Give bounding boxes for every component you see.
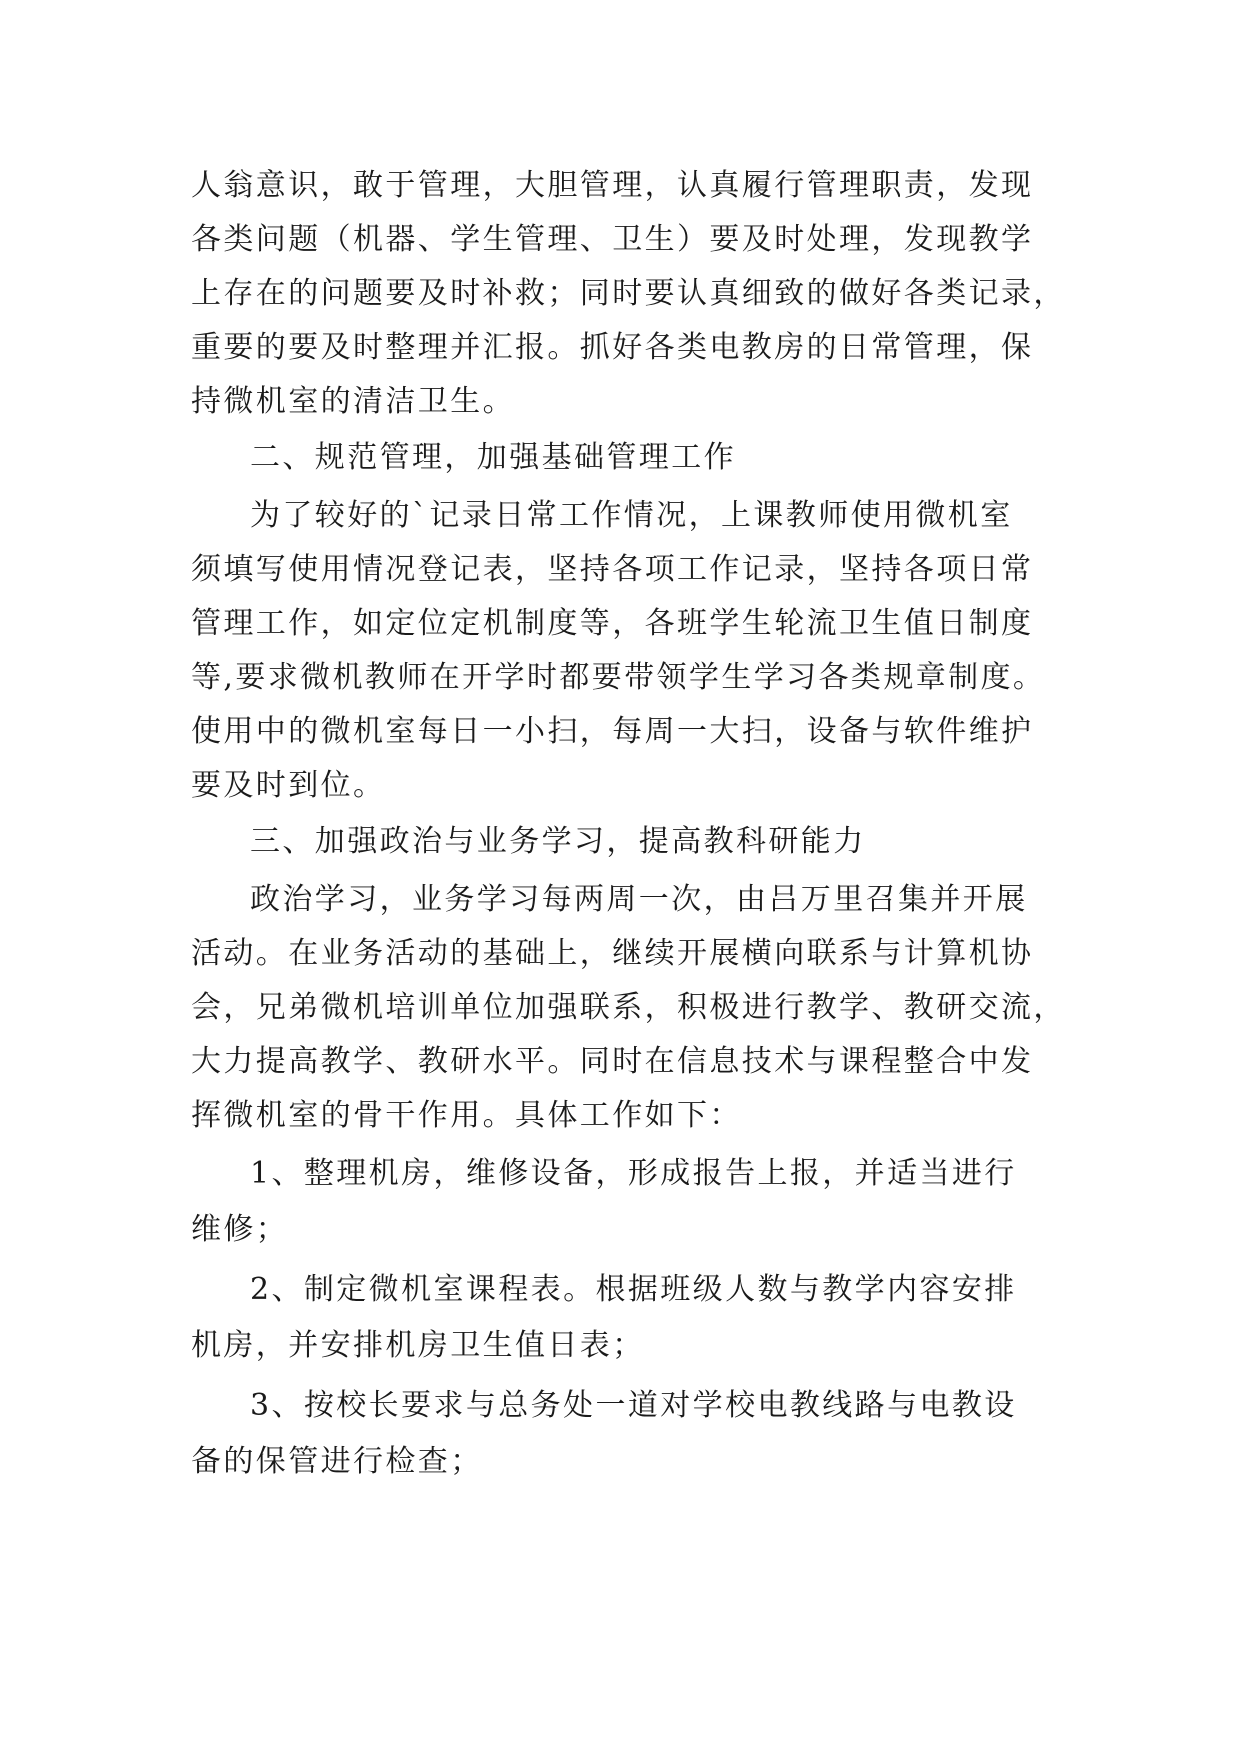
text-line: 活动。在业务活动的基础上，继续开展横向联系与计算机协 — [191, 936, 1034, 971]
text-line: 为了较好的`记录日常工作情况，上课教师使用微机室 — [250, 498, 1013, 533]
text-line: 会，兄弟微机培训单位加强联系，积极进行教学、教研交流， — [191, 990, 1066, 1025]
text-line: 持微机室的清洁卫生。 — [191, 384, 515, 419]
section-heading: 三、加强政治与业务学习，提高教科研能力 — [250, 824, 866, 859]
text-line: 大力提高教学、教研水平。同时在信息技术与课程整合中发 — [191, 1044, 1034, 1079]
text-line: 人翁意识，敢于管理，大胆管理，认真履行管理职责，发现 — [191, 168, 1034, 203]
text-line: 政治学习，业务学习每两周一次，由吕万里召集并开展 — [250, 882, 1028, 917]
text-line: 等,要求微机教师在开学时都要带领学生学习各类规章制度。 — [191, 660, 1046, 695]
text-line: 使用中的微机室每日一小扫，每周一大扫，设备与软件维护 — [191, 714, 1034, 749]
section-heading: 二、规范管理，加强基础管理工作 — [250, 440, 736, 475]
text-line: 上存在的问题要及时补救；同时要认真细致的做好各类记录， — [191, 276, 1066, 311]
text-line: 机房，并安排机房卫生值日表； — [191, 1328, 645, 1363]
text-line: 重要的要及时整理并汇报。抓好各类电教房的日常管理，保 — [191, 330, 1034, 365]
text-line: 挥微机室的骨干作用。具体工作如下： — [191, 1098, 742, 1133]
list-item: 2、制定微机室课程表。根据班级人数与教学内容安排 — [250, 1272, 1017, 1307]
text-line: 要及时到位。 — [191, 768, 386, 803]
list-item: 1、整理机房，维修设备，形成报告上报，并适当进行 — [250, 1156, 1017, 1191]
text-line: 各类问题（机器、学生管理、卫生）要及时处理，发现教学 — [191, 222, 1034, 257]
text-line: 管理工作，如定位定机制度等，各班学生轮流卫生值日制度 — [191, 606, 1034, 641]
text-line: 维修； — [191, 1212, 289, 1247]
list-item: 3、按校长要求与总务处一道对学校电教线路与电教设 — [250, 1388, 1017, 1423]
text-line: 须填写使用情况登记表，坚持各项工作记录，坚持各项日常 — [191, 552, 1034, 587]
text-line: 备的保管进行检查； — [191, 1444, 483, 1479]
